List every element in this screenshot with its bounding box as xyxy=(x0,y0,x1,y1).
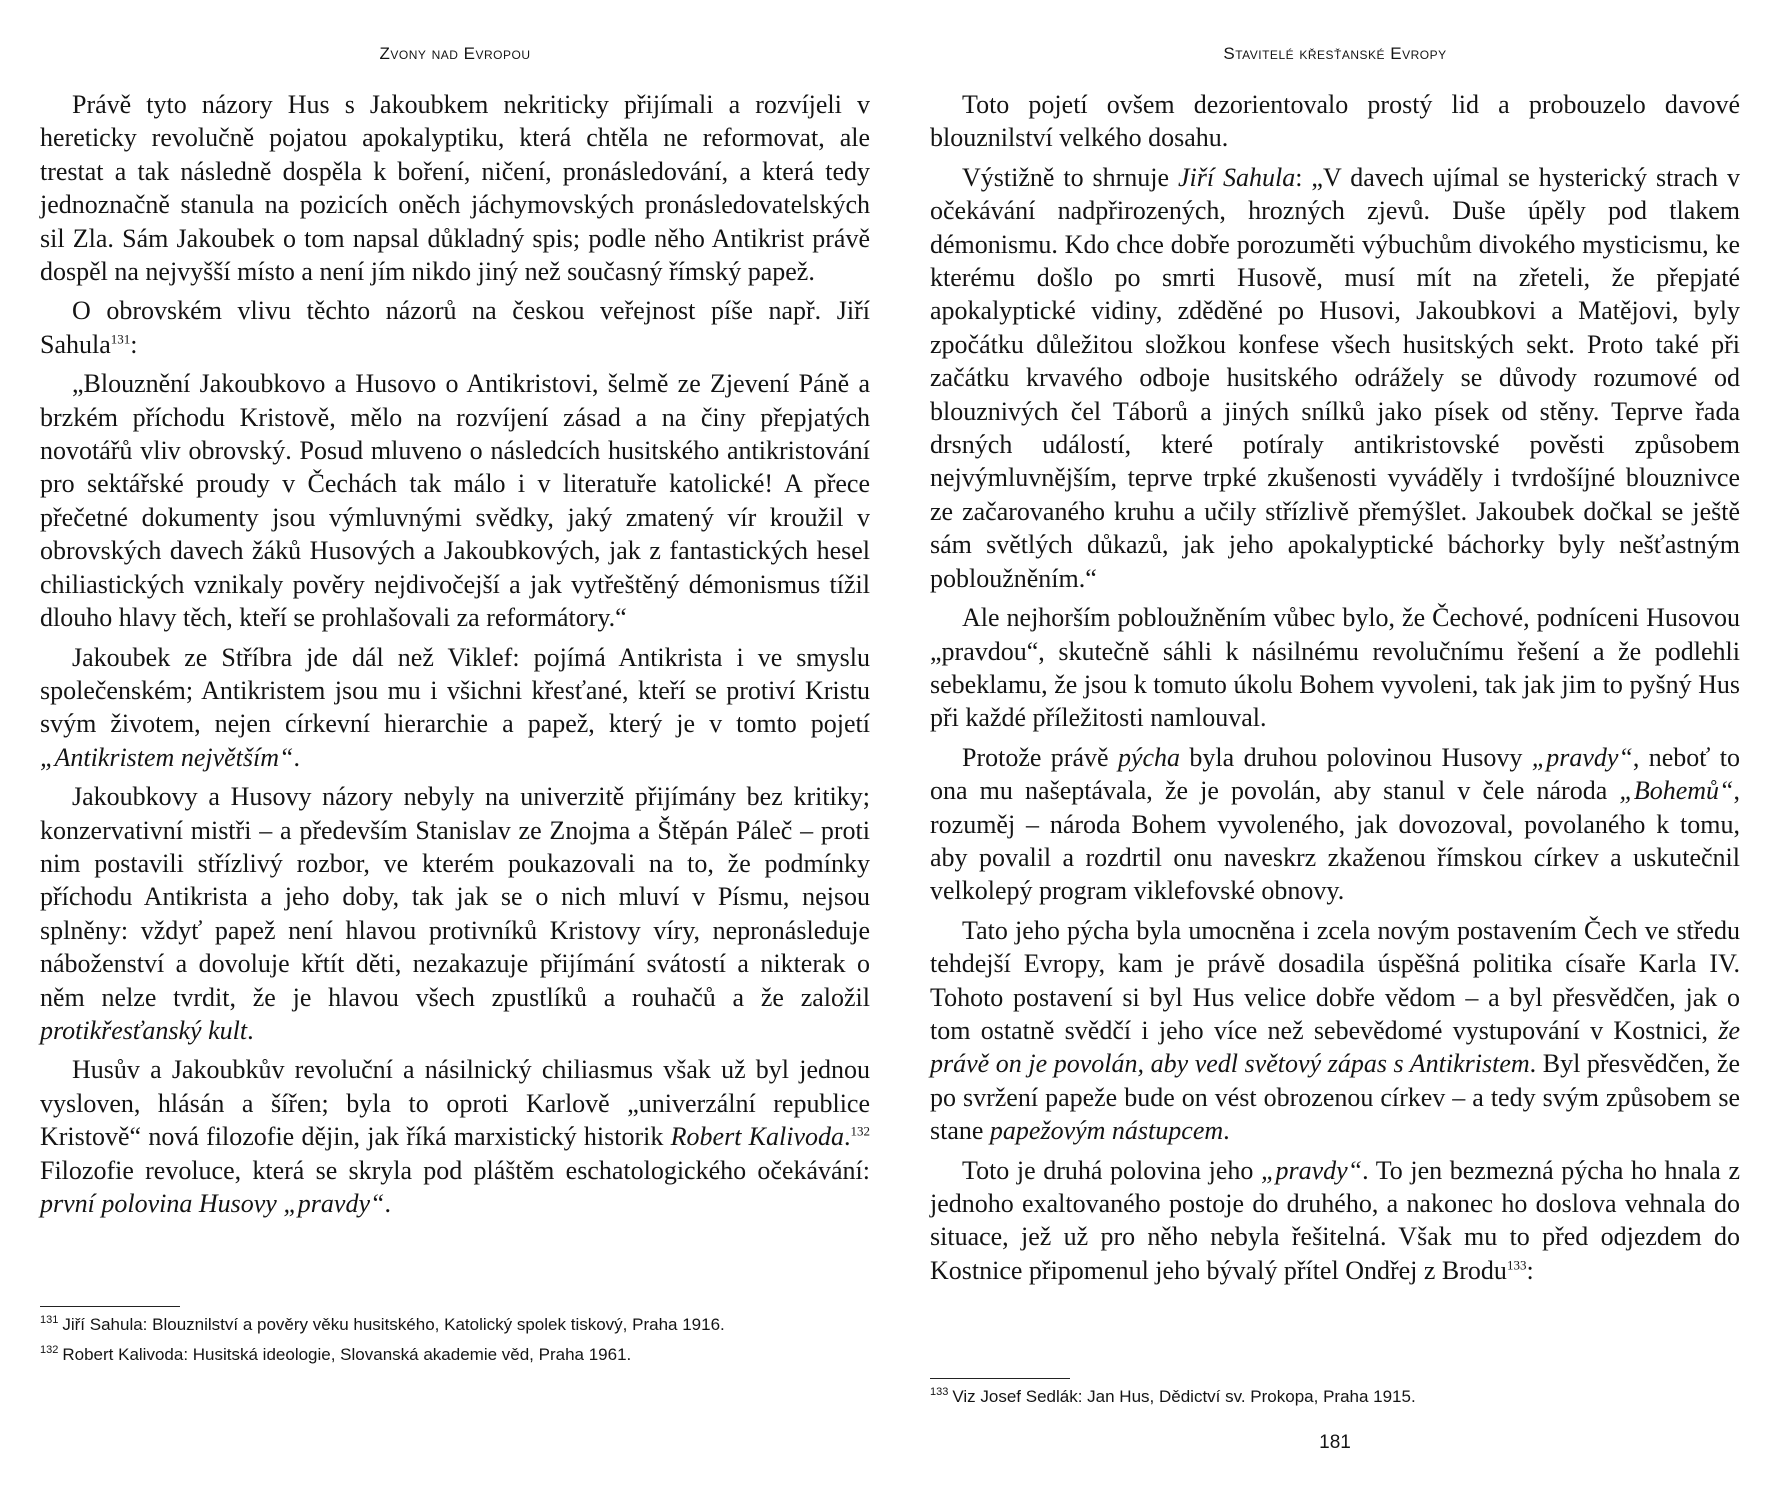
paragraph-text: . Byl přesvědčen, že po svržení papeže bude on vést obrozenou církev – a tedy svým způsobem se stane xyxy=(930,1049,1740,1146)
footnotes-right xyxy=(930,1386,1740,1416)
footnote-text: Jiří Sahula: Blouznilství a pověry věku husitského, Katolický spolek tiskový, Praha 1916. xyxy=(62,1315,725,1334)
running-head-right: Stavitelé křesťanské Evropy xyxy=(1223,44,1447,63)
block-quote xyxy=(40,367,870,634)
footnote-132 xyxy=(40,1344,870,1366)
emphasis: protikřesťanský kult xyxy=(40,1015,248,1045)
left-page xyxy=(40,0,870,1500)
paragraph xyxy=(930,1154,1740,1288)
emphasis: Robert Kalivoda xyxy=(670,1122,845,1152)
right-body-text xyxy=(930,88,1740,1293)
paragraph xyxy=(40,294,870,361)
footnote-text: Viz Josef Sedlák: Jan Hus, Dědictví sv. Prokopa, Praha 1915. xyxy=(952,1387,1416,1406)
running-head-left: Zvony nad Evropou xyxy=(379,44,531,63)
emphasis: „pravdy“ xyxy=(1260,1155,1363,1185)
paragraph xyxy=(930,914,1740,1148)
emphasis: že právě on je povolán, aby vedl světový zápas s Antikristem xyxy=(930,1015,1740,1079)
paragraph-text: Protože právě xyxy=(962,742,1118,772)
footnote-number: 132 xyxy=(40,1344,59,1357)
footnote-rule xyxy=(930,1378,1070,1379)
paragraph xyxy=(40,88,870,288)
emphasis: „Bohemů“ xyxy=(1619,776,1734,806)
paragraph xyxy=(40,1053,870,1220)
paragraph-text: . To jen bezmezná pýcha ho hnala z jednoho exaltovaného postoje do druhého, a nakonec ho doslova vehnala do situace, jež už pro něho nebyla řešitelná. Však mu to před odjezdem do Kostnice připomenul jeho bývalý přítel Ondřej z Brodu xyxy=(930,1155,1740,1285)
paragraph-text: , neboť to ona mu našeptávala, že je povolán, aby stanul v čele národa xyxy=(930,742,1741,806)
paragraph-text: : xyxy=(1526,1255,1534,1285)
footnote-number: 133 xyxy=(930,1386,949,1399)
paragraph-text: Toto je druhá polovina jeho xyxy=(962,1155,1261,1185)
footnote-133 xyxy=(930,1386,1740,1408)
paragraph xyxy=(930,88,1740,155)
emphasis: „pravdy“ xyxy=(1531,742,1633,772)
emphasis: „Antikristem největším“ xyxy=(40,742,294,772)
emphasis: papežovým nástupcem xyxy=(989,1116,1224,1146)
paragraph-text: Toto pojetí ovšem dezorientovalo prostý lid a probouzelo davové blouznilství velkého dosahu. xyxy=(930,90,1740,153)
paragraph xyxy=(40,641,870,775)
emphasis: Jiří Sahula xyxy=(1178,162,1296,192)
paragraph-text: Právě tyto názory Hus s Jakoubkem nekriticky přijímali a rozvíjeli v hereticky revolučně pojatou apokalyptiku, která chtěla ne reformovat, ale trestat a tak následně dospěla k boření, ničení, pronásledování, a která tedy jednoznačně stanula na pozicích oněch jáchymovských pronásledovatelských sil Zla. Sám Jakoubek o tom napsal důkladný spis; podle něho Antikrist právě dospěl na nejvyšší místo a není jím nikdo jiný než současný římský papež. xyxy=(40,90,870,287)
paragraph-text: Výstižně to shrnuje xyxy=(962,162,1178,192)
paragraph-text: . xyxy=(1223,1116,1230,1146)
footnote-number: 131 xyxy=(40,1314,59,1327)
paragraph xyxy=(930,601,1740,735)
paragraph-text: . xyxy=(293,742,300,772)
paragraph xyxy=(930,161,1740,595)
footnotes-left xyxy=(40,1314,870,1374)
paragraph-text: Jakoubek ze Stříbra jde dál než Viklef: pojímá Antikrista i ve smyslu společenském; Antikristem jsou mu i všichni křesťané, kteří se protiví Kristu svým životem, nejen církevní hierarchie a papež, který je v tomto pojetí xyxy=(40,642,870,739)
paragraph-text: byla druhou polovinou Husovy xyxy=(1180,742,1532,772)
footnote-ref-133: 133 xyxy=(1506,1257,1527,1273)
left-body-text xyxy=(40,88,870,1226)
paragraph-text: , rozuměj – národa Bohem vyvoleného, jak dovozoval, povolaného k tomu, aby povalil a rozdrtil onu naveskrz zkaženou římskou církev a uskutečnil velkolepý program viklefovské obnovy. xyxy=(930,776,1740,906)
right-page xyxy=(930,0,1740,1500)
paragraph xyxy=(930,741,1740,908)
paragraph-text: O obrovském vlivu těchto názorů na českou veřejnost píše např. Jiří Sahula xyxy=(40,296,870,359)
paragraph-text: . xyxy=(247,1015,254,1045)
paragraph xyxy=(40,780,870,1047)
paragraph-text: Husův a Jakoubkův revoluční a násilnický chiliasmus však už byl jednou vysloven, hlásán a šířen; byla to oproti Karlově „univerzální republice Kristově“ nová filozofie dějin, jak říká marxistický historik xyxy=(40,1055,870,1152)
footnote-text: Robert Kalivoda: Husitská ideologie, Slovanská akademie věd, Praha 1961. xyxy=(62,1345,632,1364)
emphasis: první polovina Husovy „pravdy“ xyxy=(40,1189,385,1218)
paragraph-text: . xyxy=(844,1122,851,1152)
paragraph-text: : xyxy=(130,329,138,359)
paragraph-text: Jakoubkovy a Husovy názory nebyly na univerzitě přijímány bez kritiky; konzervativní mistři – a především Stanislav ze Znojma a Štěpán Páleč – proti nim postavili střízlivý rozbor, ve kterém poukazovali na to, že podmínky příchodu Antikrista a jeho doby, tak jak se o nich mluví v Písmu, nejsou splněny: vždyť papež není hlavou protivníků Kristovy víry, nepronásleduje náboženství a dovoluje křtít děti, nezakazuje přijímání svátostí a nikterak o něm nelze tvrdit, že je hlavou všech zpustlíků a rouhačů a že založil xyxy=(40,782,870,1012)
footnote-131 xyxy=(40,1314,870,1336)
paragraph-text: . xyxy=(384,1189,391,1218)
footnote-rule xyxy=(40,1306,180,1307)
emphasis: pýcha xyxy=(1117,742,1181,772)
paragraph-text: : „V davech ujímal se hysterický strach v očekávání nadpřirozených, hrozných zjevů. Duše úpěly pod tlakem démonismu. Kdo chce dobře porozuměti výbuchům divokého mysticismu, ke kterému došlo po smrti Husově, musí mít na zřeteli, že přepjaté apokalyptické vidiny, zděděné po Husovi, Jakoubkovi a Matějovi, byly zpočátku důležitou složkou konfese všech husitských sekt. Proto také při začátku krvavého odboje husitského odrážely se důvody rozumové od blouznivých čel Táborů a jiných snílků jako písek od stěny. Teprve řada drsných událostí, které potíraly antikristovské pověsti způsobem nejvýmluvnějším, teprve trpké zkušenosti vyváděly i tvrdošíjné blouznivce ze začarovaného kruhu a učily střízlivě přemýšlet. Jakoubek dočkal se ještě sám světlých důkazů, jak jeho apokalyptické báchorky byly nešťastným pobloužněním.“ xyxy=(930,162,1740,593)
page-number: 181 xyxy=(1319,1432,1351,1453)
footnote-ref-132: 132 xyxy=(850,1123,871,1139)
paragraph-text: Tato jeho pýcha byla umocněna i zcela novým postavením Čech ve středu tehdejší Evropy, kam je právě dosadila úspěšná politika císaře Karla IV. Tohoto postavení si byl Hus velice dobře vědom – a byl přesvědčen, jak o tom ostatně svědčí i jeho více než sebevědomé vystupování v Kostnici, xyxy=(930,915,1740,1045)
footnote-ref-131: 131 xyxy=(110,331,131,347)
paragraph-text: Filozofie revoluce, která se skryla pod pláštěm eschatologického očekávání: xyxy=(40,1155,870,1185)
quote-text: „Blouznění Jakoubkovo a Husovo o Antikristovi, šelmě ze Zjevení Páně a brzkém příchodu Kristově, mělo na rozvíjení zásad a na činy přepjatých novotářů vliv obrovský. Posud mluveno o následcích husitského antikristování pro sektářské proudy v Čechách tak málo i v literatuře katolické! A přece přečetné dokumenty jsou výmluvnými svědky, jaký zmatený vír kroužil v obrovských davech žáků Husových a Jakoubkových, jak z fantastických hesel chiliastických vznikaly pověry nejdivočejší a jak vytřeštěný démonismus tížil dlouho hlavy těch, kteří se prohlašovali za reformátory.“ xyxy=(40,369,870,633)
paragraph-text: Ale nejhorším pobloužněním vůbec bylo, že Čechové, podníceni Husovou „pravdou“, skutečně sáhli k násilnému revolučnímu řešení a že podlehli sebeklamu, že jsou k tomuto úkolu Bohem vyvoleni, tak jak jim to pyšný Hus při každé příležitosti namlouval. xyxy=(930,603,1740,733)
